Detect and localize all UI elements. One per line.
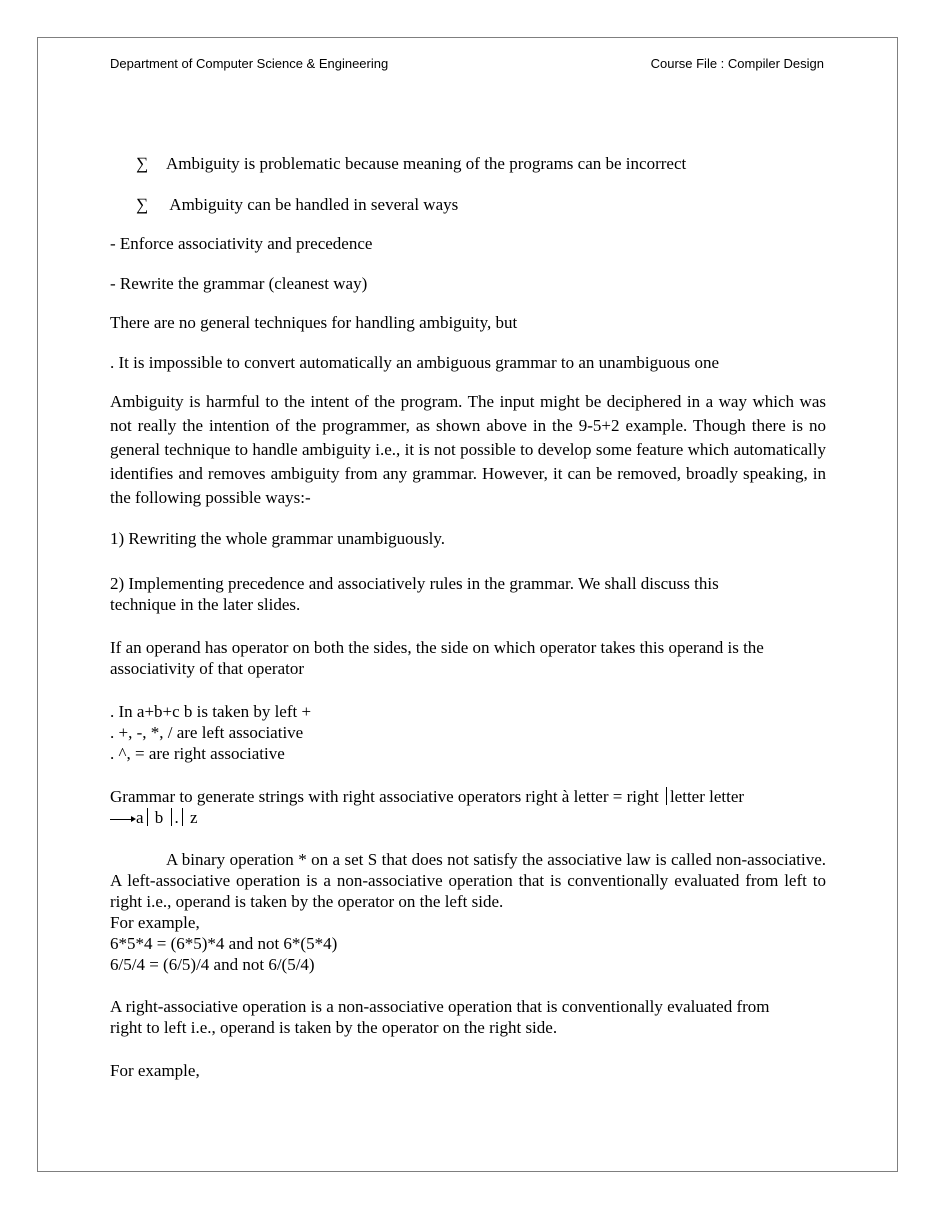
grammar-b: b (150, 808, 168, 827)
bullet-text: Ambiguity is problematic because meaning of the programs can be incorrect (166, 154, 687, 173)
bullet-item (136, 193, 852, 217)
left-assoc-examples (110, 912, 826, 975)
way-2 (110, 573, 826, 615)
header-course-file: Course File : Compiler Design (650, 56, 824, 71)
binary-operation-paragraph: A binary operation * on a set S that does not satisfy the associative law is called non-associative. A left-associative operation is a non-associative operation that is conventionally evaluated from left to right i.e., operand is taken by the operator on the left side. (110, 850, 826, 911)
grammar-z: z (185, 808, 198, 827)
grammar-text: Grammar to generate strings with right associative operators right à letter = right (110, 787, 663, 806)
grammar-block (110, 786, 826, 828)
header-department: Department of Computer Science & Engineering (110, 56, 389, 71)
grammar-line-2 (110, 807, 826, 828)
example-line: 6*5*4 = (6*5)*4 and not 6*(5*4) (110, 934, 338, 953)
associativity-list (110, 701, 826, 764)
way-2-line-1: 2) Implementing precedence and associatively rules in the grammar. We shall discuss this (110, 574, 719, 593)
operand-line-2: associativity of that operator (110, 659, 305, 678)
for-example-label: For example, (110, 913, 200, 932)
grammar-dot: . (174, 808, 179, 827)
grammar-a: a (136, 808, 144, 827)
harmful-paragraph: Ambiguity is harmful to the intent of the program. The input might be deciphered in a way which was not really the intention of the programmer, as shown above in the 9-5+2 example. Though there is no general technique to handle ambiguity i.e., it is not possible to develop some feature which automatically identifies and removes ambiguity from any grammar. However, it can be removed, broadly speaking, in the following possible ways:- (110, 392, 826, 507)
for-example-label: For example, (110, 1061, 200, 1080)
alternation-bar (147, 808, 148, 826)
associativity-item: . +, -, *, / are left associative (110, 723, 304, 742)
impossible-line: . It is impossible to convert automatically an ambiguous grammar to an unambiguous one (110, 353, 720, 372)
right-assoc-line-2: right to left i.e., operand is taken by the operator on the right side. (110, 1018, 558, 1037)
grammar-line-1 (110, 786, 826, 807)
alternation-bar (171, 808, 172, 826)
alternation-bar (182, 808, 183, 826)
right-assoc-line-1: A right-associative operation is a non-associative operation that is conventionally evaluated from (110, 997, 770, 1016)
way-1: 1) Rewriting the whole grammar unambiguously. (110, 529, 446, 548)
enforce-line: - Enforce associativity and precedence (110, 234, 373, 253)
bullet-text: Ambiguity can be handled in several ways (166, 195, 459, 214)
grammar-tail: letter letter (669, 787, 745, 806)
arrow-right-icon (110, 819, 134, 820)
associativity-item: . In a+b+c b is taken by left + (110, 702, 312, 721)
right-assoc-paragraph (110, 996, 826, 1038)
sigma-bullet-icon: ∑ (136, 154, 149, 173)
operand-paragraph (110, 637, 826, 679)
operand-line-1: If an operand has operator on both the sides, the side on which operator takes this operand is the (110, 638, 764, 657)
no-general-line: There are no general techniques for handling ambiguity, but (110, 313, 518, 332)
alternation-bar (666, 787, 667, 805)
associativity-item: . ^, = are right associative (110, 744, 285, 763)
way-2-line-2: technique in the later slides. (110, 595, 301, 614)
example-line: 6/5/4 = (6/5)/4 and not 6/(5/4) (110, 955, 315, 974)
rewrite-line: - Rewrite the grammar (cleanest way) (110, 274, 368, 293)
bullet-item (136, 152, 852, 176)
sigma-bullet-icon: ∑ (136, 195, 149, 214)
